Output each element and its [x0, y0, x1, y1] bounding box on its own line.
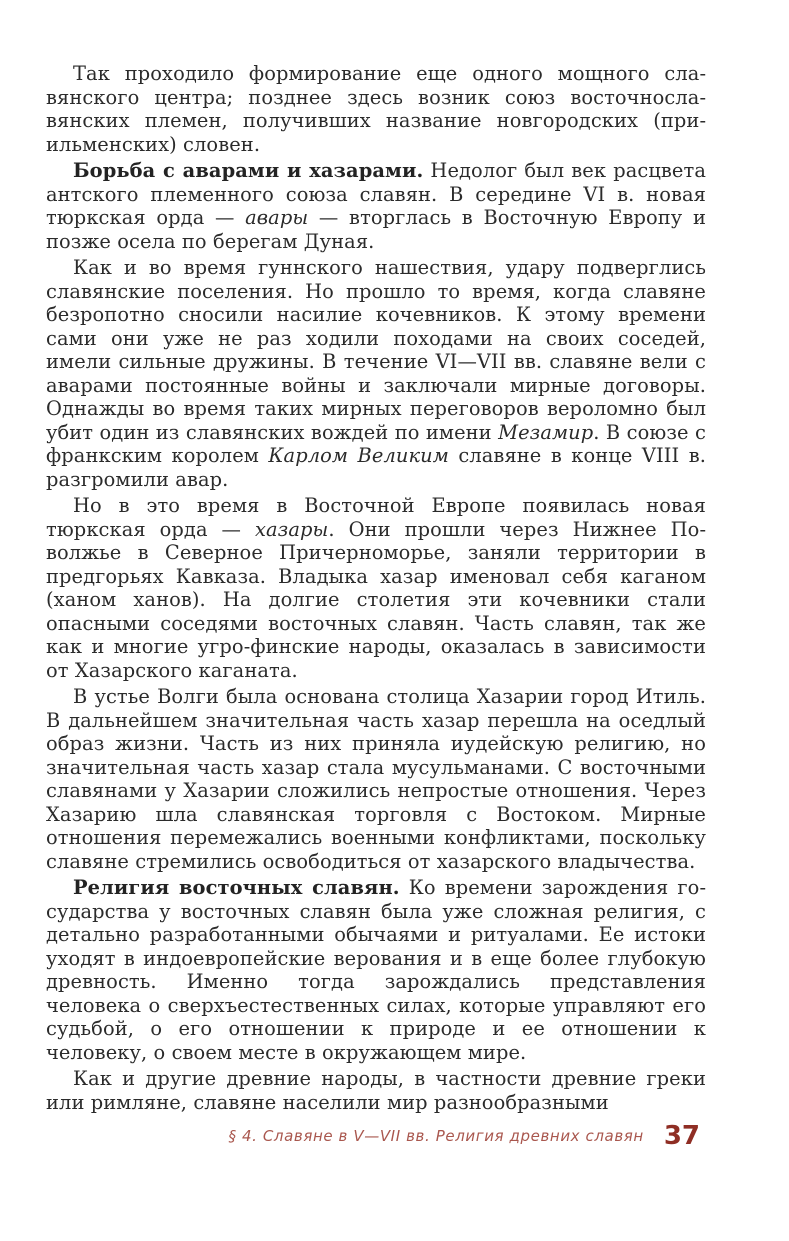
page-body — [46, 62, 706, 1117]
running-footer-title: § 4. Славяне в V—VII вв. Религия древних славян — [228, 1127, 644, 1145]
paragraph-religion — [46, 876, 706, 1064]
paragraph-text: Но в это время в Восточной Европе появилась новая тюркская орда — — [46, 494, 706, 541]
paragraph-4 — [46, 494, 706, 682]
paragraph-text: Как и другие древние народы, в частности древние греки или римляне, славяне населили мир разнообразными — [46, 1067, 706, 1114]
paragraph-text: славяне в конце VIII в. разгромили авар. — [46, 444, 706, 491]
page-footer — [46, 1116, 706, 1156]
paragraph-text: Ко времени зарождения государства у восточных славян была уже сложная религия, с детально разработанными обычаями и ритуалами. Ее истоки уходят в индоевропейские верования и в еще более глубокую древность. Именно тогда зарождались представления человека о сверхъестественных силах, которые управляют его судьбой, о его отношении к природе и ее отношении к человеку, о своем месте в окружающем мире. — [46, 876, 706, 1064]
paragraph-text: — вторглась в Восточную Европу и позже осела по берегам Дуная. — [46, 206, 706, 253]
page-number: 37 — [663, 1121, 700, 1151]
paragraph-text: . Они прошли через Нижнее Поволжье в Северное Причерноморье, заняли территории в предгорьях Кавказа. Владыка хазар именовал себя каганом (ханом ханов). На долгие столетия эти кочевники стали опасными соседями восточных славян. Часть славян, так же как и многие угро-финские народы, оказалась в зависимости от Хазарского каганата. — [46, 517, 706, 682]
paragraph-1 — [46, 62, 706, 156]
paragraph-5 — [46, 685, 706, 873]
section-heading: Религия восточных славян. — [73, 876, 400, 899]
italic-term: авары — [245, 206, 309, 229]
paragraph-text: Так проходило формирование еще одного мощного славянского центра; позднее здесь возник союз восточнославянских племен, получивших название новгородских (приильменских) словен. — [46, 62, 706, 156]
paragraph-text: В устье Волги была основана столица Хазарии город Итиль. В дальнейшем значительная часть хазар перешла на оседлый образ жизни. Часть из них приняла иудейскую религию, но значительная часть хазар стала мусульманами. С восточными славянами у Хазарии сложились непростые отношения. Через Хазарию шла славянская торговля с Востоком. Мирные отношения перемежались военными конфликтами, поскольку славяне стремились освободиться от хазарского владычества. — [46, 685, 706, 873]
paragraph-7 — [46, 1067, 706, 1114]
italic-term: хазары — [254, 517, 329, 541]
paragraph-avars-khazars — [46, 159, 706, 253]
paragraph-text: Как и во время гуннского нашествия, удару подверглись славянские поселения. Но прошло то время, когда славяне безропотно сносили насилие кочевников. К этому времени сами они уже не раз ходили походами на своих соседей, имели сильные дружины. В течение VI—VII вв. славяне вели с аварами постоянные войны и заключали мирные договоры. Однажды во время таких мирных переговоров вероломно был убит один из славянских вождей по имени — [46, 256, 706, 444]
italic-term: Карлом Великим — [268, 444, 449, 467]
italic-term: Мезамир — [498, 420, 594, 444]
paragraph-text: . В союзе с франкским королем — [46, 420, 706, 467]
paragraph-3 — [46, 256, 706, 491]
paragraph-text: Недолог был век расцвета антского племенного союза славян. В середине VI в. новая тюркская орда — — [46, 159, 706, 229]
section-heading: Борьба с аварами и хазарами. — [73, 159, 424, 182]
